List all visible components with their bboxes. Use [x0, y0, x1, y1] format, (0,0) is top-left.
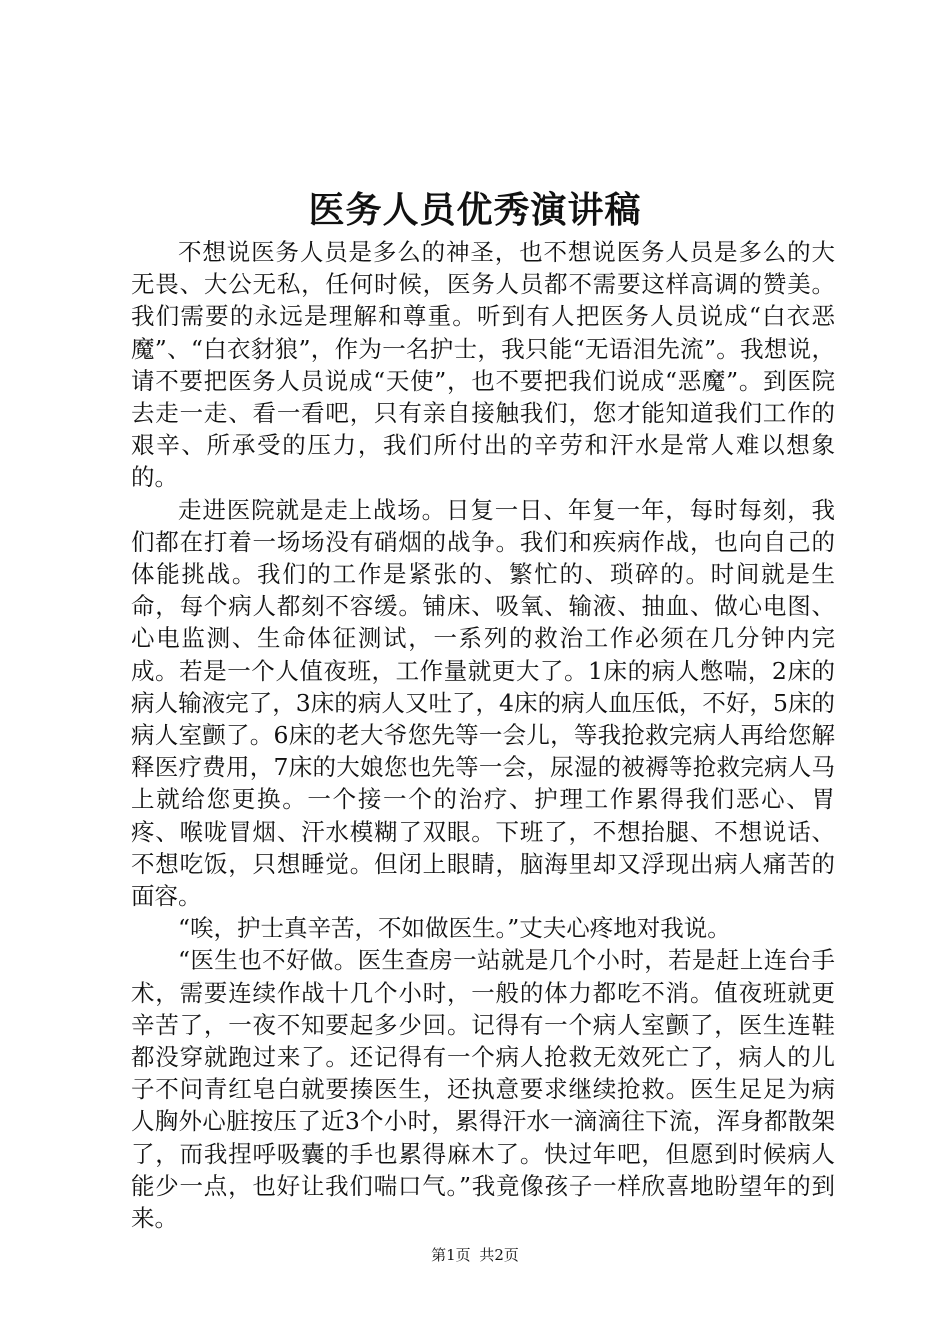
document-body: [131, 236, 835, 1234]
paragraph-3: “唉，护士真辛苦，不如做医生。”丈夫心疼地对我说。: [178, 914, 731, 943]
paragraph-2: 走进医院就是走上战场。日复一日、年复一年，每时每刻，我们都在打着一场场没有硝烟的战争。我们和疾病作战，也向自己的体能挑战。我们的工作是紧张的、繁忙的、琐碎的。时间就是生命，每个病人都刻不容缓。铺床、吸氧、输液、抽血、做心电图、心电监测、生命体征测试，一系列的救治工作必须在几分钟内完成。若是一个人值夜班，工作量就更大了。1床的病人憋喘，2床的病人输液完了，3床的病人又吐了，4床的病人血压低，不好，5床的病人室颤了。6床的老大爷您先等一会儿，等我抢救完病人再给您解释医疗费用，7床的大娘您也先等一会，尿湿的被褥等抢救完病人马上就给您更换。一个接一个的治疗、护理工作累得我们恶心、胃疼、喉咙冒烟、汗水模糊了双眼。下班了，不想抬腿、不想说话、不想吃饭，只想睡觉。但闭上眼睛，脑海里却又浮现出病人痛苦的面容。: [131, 495, 835, 911]
page-footer: [0, 1245, 950, 1265]
page-total: 共2页: [479, 1246, 519, 1264]
page-number: 第1页: [431, 1246, 471, 1264]
document-title: 医务人员优秀演讲稿: [308, 189, 642, 231]
paragraph-1: 不想说医务人员是多么的神圣，也不想说医务人员是多么的大无畏、大公无私，任何时候，医务人员都不需要这样高调的赞美。我们需要的永远是理解和尊重。听到有人把医务人员说成“白衣恶魔”、“白衣豺狼”，作为一名护士，我只能“无语泪先流”。我想说，请不要把医务人员说成“天使”，也不要把我们说成“恶魔”。到医院去走一走、看一看吧，只有亲自接触我们，您才能知道我们工作的艰辛、所承受的压力，我们所付出的辛劳和汗水是常人难以想象的。: [131, 238, 835, 492]
paragraph-4: “医生也不好做。医生查房一站就是几个小时，若是赶上连台手术，需要连续作战十几个小时，一般的体力都吃不消。值夜班就更辛苦了，一夜不知要起多少回。记得有一个病人室颤了，医生连鞋都没穿就跑过来了。还记得有一个病人抢救无效死亡了，病人的儿子不问青红皂白就要揍医生，还执意要求继续抢救。医生足足为病人胸外心脏按压了近3个小时，累得汗水一滴滴往下流，浑身都散架了，而我捏呼吸囊的手也累得麻木了。快过年吧，但愿到时候病人能少一点，也好让我们喘口气。”我竟像孩子一样欣喜地盼望年的到来。: [131, 946, 835, 1233]
